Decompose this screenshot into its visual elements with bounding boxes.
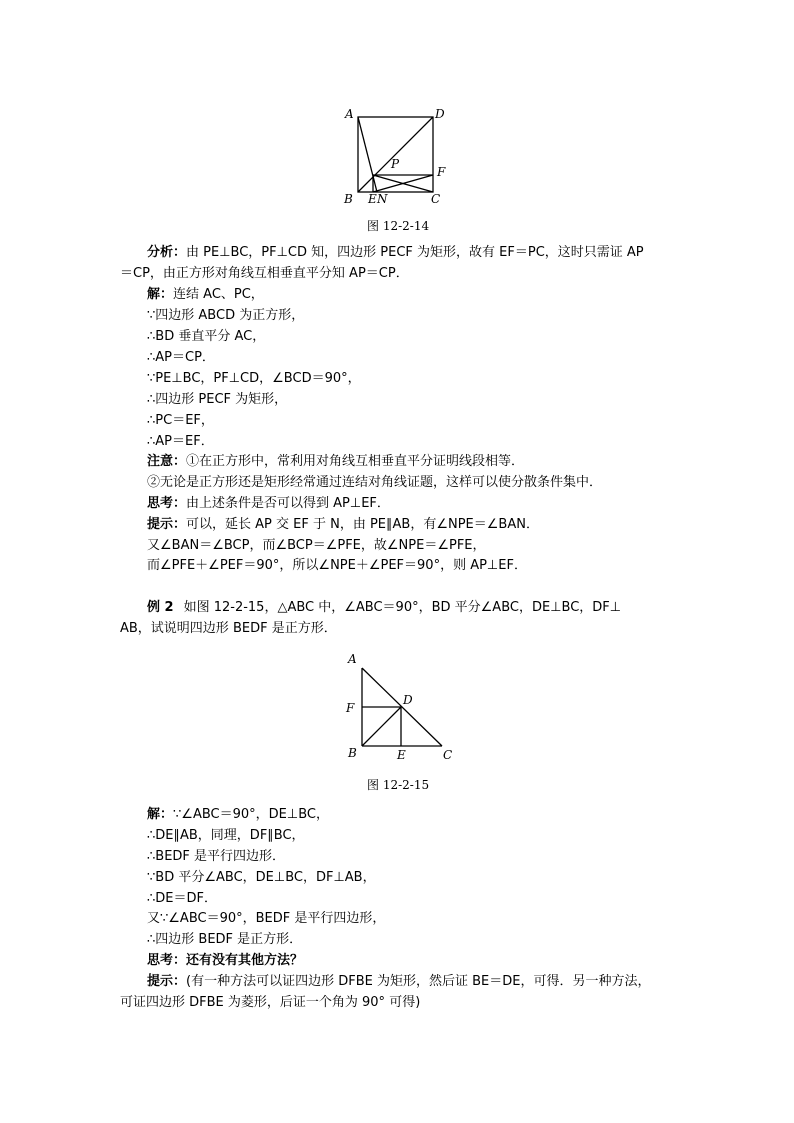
think2-label: 思考： [147, 953, 187, 968]
solution2-line-3: ∵BD 平分∠ABC，DE⊥BC，DF⊥AB， [147, 870, 376, 885]
solution2-line-0 [147, 805, 329, 825]
hint1-label: 提示： [147, 517, 187, 532]
label-c: C [443, 748, 453, 762]
solution1-first: 连结 AC、PC， [173, 287, 264, 302]
label-p: P [391, 157, 400, 171]
label-d: D [435, 107, 445, 121]
hint1-text-1: 可以，延长 AP 交 EF 于 N，由 PE∥AB，有∠NPE＝∠BAN． [186, 517, 539, 532]
hint2-line-2: 可证四边形 DFBE 为菱形，后证一个角为 90° 可得) [120, 995, 421, 1010]
solution1-line-2: ∴BD 垂直平分 AC， [147, 329, 266, 344]
example2-line-1 [147, 598, 621, 618]
example2-line-2: AB，试说明四边形 BEDF 是正方形． [120, 621, 337, 636]
think1-text: 由上述条件是否可以得到 AP⊥EF． [186, 496, 390, 511]
figure-12-2-15 [340, 648, 460, 768]
example2-text-1: 如图 12-2-15，△ABC 中，∠ABC＝90°，BD 平分∠ABC，DE⊥BC，DF⊥ [183, 600, 622, 615]
hint1-line-3: 而∠PFE＋∠PEF＝90°，所以∠NPE＋∠PEF＝90°，则 AP⊥EF． [147, 558, 527, 573]
label-d: D [403, 693, 413, 707]
note-line-2: ②无论是正方形还是矩形经常通过连结对角线证题，这样可以使分散条件集中． [147, 475, 603, 490]
segment-bd [362, 707, 401, 746]
solution1-line-1: ∵四边形 ABCD 为正方形， [147, 308, 305, 323]
label-c: C [431, 192, 441, 205]
think1-label: 思考： [147, 496, 187, 511]
hint1-line-2: 又∠BAN＝∠BCP，而∠BCP＝∠PFE，故∠NPE＝∠PFE， [147, 538, 486, 553]
figure-caption-12-2-15: 图 12-2-15 [367, 778, 430, 792]
label-e: E [368, 192, 377, 205]
think2-text: 还有没有其他方法？ [186, 953, 304, 968]
solution2-line-2: ∴BEDF 是平行四边形． [147, 849, 286, 864]
label-a: A [348, 652, 357, 666]
label-n: N [377, 192, 388, 205]
figure-caption-12-2-14: 图 12-2-14 [367, 219, 430, 233]
label-f: F [437, 165, 446, 179]
hint1-line-1 [147, 515, 539, 535]
solution2-line-6: ∴四边形 BEDF 是正方形． [147, 932, 303, 947]
solution1-line-0 [147, 285, 264, 305]
label-b: B [348, 746, 357, 760]
analysis-line-1 [147, 243, 644, 263]
note-label: 注意： [147, 454, 187, 469]
solution2-label: 解： [147, 807, 174, 822]
solution1-line-4: ∵PE⊥BC，PF⊥CD，∠BCD＝90°， [147, 371, 361, 386]
analysis-line-2: ＝CP，由正方形对角线互相垂直平分知 AP＝CP． [120, 266, 409, 281]
analysis-text-1: 由 PE⊥BC，PF⊥CD 知，四边形 PECF 为矩形，故有 EF＝PC，这时只需证 AP [186, 245, 644, 260]
solution1-label: 解： [147, 287, 174, 302]
solution1-line-7: ∴AP＝EF． [147, 434, 214, 449]
solution2-line-4: ∴DE＝DF． [147, 891, 217, 906]
label-f: F [346, 701, 355, 715]
hint2-label: 提示： [147, 974, 187, 989]
solution1-line-3: ∴AP＝CP． [147, 350, 215, 365]
solution2-line-5: 又∵∠ABC＝90°，BEDF 是平行四边形， [147, 911, 386, 926]
segment-ap [358, 117, 377, 192]
think2-line [147, 951, 303, 971]
analysis-label: 分析： [147, 245, 187, 260]
think1-line [147, 494, 390, 514]
label-a: A [345, 107, 354, 121]
hint2-line-1 [147, 972, 650, 992]
example2-label: 例 2 [147, 600, 174, 615]
hint2-text-1: (有一种方法可以证四边形 DFBE 为矩形，然后证 BE＝DE，可得．另一种方法， [186, 974, 651, 989]
note-line-1 [147, 452, 524, 472]
solution2-line-1: ∴DE∥AB，同理，DF∥BC， [147, 828, 305, 843]
solution1-line-5: ∴四边形 PECF 为矩形， [147, 392, 288, 407]
figure-12-2-14 [340, 105, 450, 205]
solution1-line-6: ∴PC＝EF， [147, 413, 214, 428]
label-b: B [344, 192, 353, 205]
solution2-first: ∵∠ABC＝90°，DE⊥BC， [173, 807, 329, 822]
label-e: E [397, 748, 406, 762]
note-text-1: ①在正方形中，常利用对角线互相垂直平分证明线段相等． [186, 454, 525, 469]
